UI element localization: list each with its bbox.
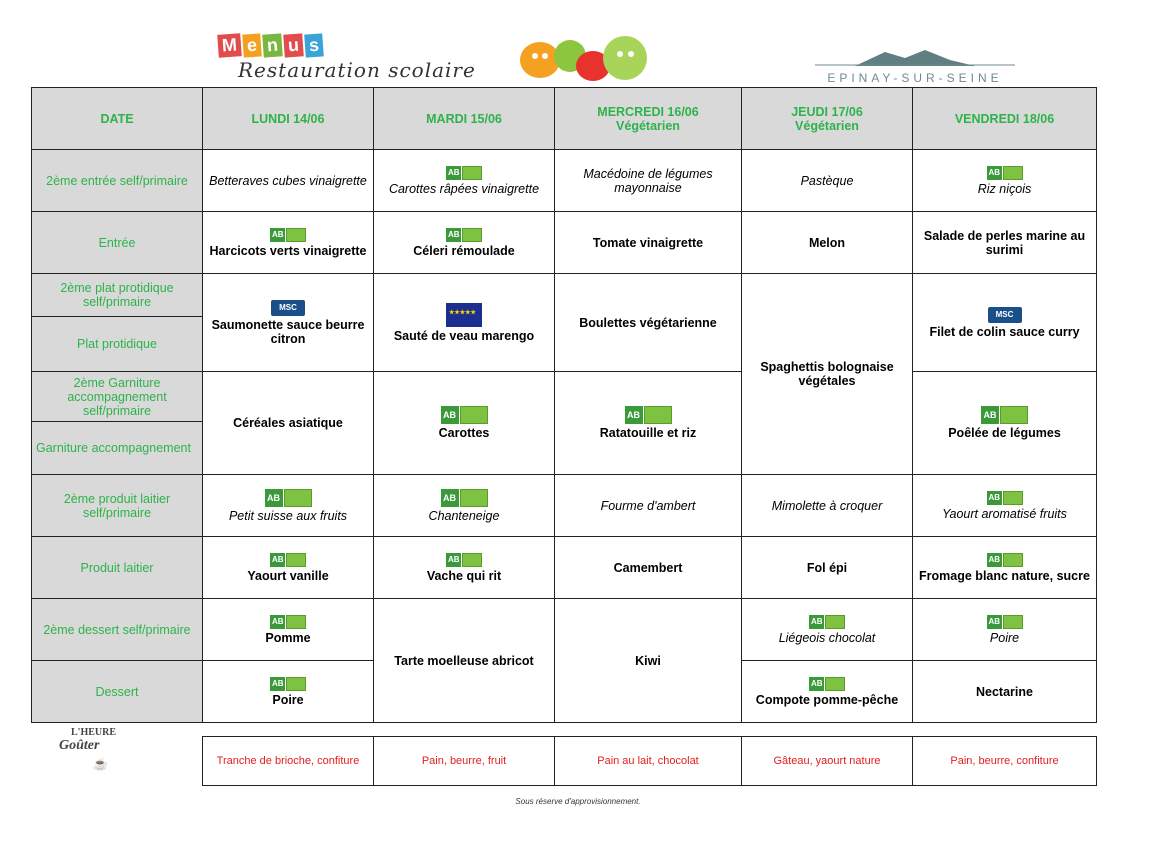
organic-label-icon: AB (378, 406, 550, 424)
gouter-logo (57, 727, 139, 773)
dish-name: Yaourt vanille (247, 568, 329, 583)
menu-cell: Macédoine de légumes mayonnaise (555, 150, 742, 212)
city-name: EPINAY-SUR-SEINE (827, 71, 1003, 85)
subtitle: Restauration scolaire (238, 58, 476, 82)
row-label: 2ème dessert self/primaire (32, 599, 203, 661)
organic-label-icon: AB (378, 166, 550, 180)
dish-name: Sauté de veau marengo (393, 328, 535, 343)
menu-table (31, 87, 1097, 723)
menu-cell (742, 661, 913, 723)
gouter-row (203, 737, 1097, 786)
menu-cell (374, 537, 555, 599)
logo-letter: s (304, 33, 324, 57)
organic-label-icon: AB (746, 615, 908, 629)
organic-label-icon: AB (746, 677, 908, 691)
day-header (203, 88, 374, 150)
menu-cell (203, 274, 374, 372)
row-label: Dessert (32, 661, 203, 723)
row-label: Produit laitier (32, 537, 203, 599)
day-label: VENDREDI 18/06 (954, 111, 1055, 126)
table-row (32, 372, 1097, 422)
menu-cell (742, 599, 913, 661)
epinay-logo (814, 48, 1016, 85)
dish-name: Saumonette sauce beurre citron (211, 317, 365, 346)
menu-cell: Mimolette à croquer (742, 475, 913, 537)
dish-name: Liégeois chocolat (778, 630, 876, 645)
menu-cell: Tomate vinaigrette (555, 212, 742, 274)
menu-cell (913, 372, 1097, 475)
date-header: DATE (32, 88, 203, 150)
day-label: MERCREDI 16/06 (597, 104, 699, 119)
logo-letter: u (283, 33, 304, 57)
organic-label-icon: AB (559, 406, 737, 424)
gouter-logo-line1: L'HEURE (71, 727, 117, 738)
menu-cell (203, 212, 374, 274)
table-row (32, 274, 1097, 317)
menu-cell: Salade de perles marine au surimi (913, 212, 1097, 274)
menu-cell (913, 274, 1097, 372)
day-label: MARDI 15/06 (426, 111, 502, 126)
menu-cell (203, 475, 374, 537)
organic-label-icon: AB (207, 553, 369, 567)
gouter-cell: Pain au lait, chocolat (555, 737, 742, 786)
day-label: LUNDI 14/06 (251, 111, 325, 126)
dish-name: Poire (989, 630, 1020, 645)
row-label: 2ème produit laitier self/primaire (32, 475, 203, 537)
table-row (32, 537, 1097, 599)
organic-label-icon: AB (378, 228, 550, 242)
organic-label-icon: AB (917, 553, 1092, 567)
table-row (32, 599, 1097, 661)
row-label: Garniture accompagnement (32, 422, 203, 475)
dish-name: Yaourt aromatisé fruits (942, 506, 1067, 521)
menu-cell (913, 475, 1097, 537)
menu-cell (913, 537, 1097, 599)
menu-cell: Melon (742, 212, 913, 274)
dish-name: Fromage blanc nature, sucre (919, 568, 1090, 583)
page-header (0, 0, 1156, 88)
day-header (374, 88, 555, 150)
organic-label-icon: AB (378, 553, 550, 567)
menus-logo (218, 34, 323, 57)
gouter-cell: Tranche de brioche, confiture (203, 737, 374, 786)
menu-cell: Céréales asiatique (203, 372, 374, 475)
day-header (555, 88, 742, 150)
menu-cell (374, 274, 555, 372)
dish-name: Carottes (438, 426, 490, 440)
msc-label-icon: MSC (207, 300, 369, 316)
dish-name: Chanteneige (428, 508, 500, 523)
dish-name: Riz niçois (977, 181, 1032, 196)
gouter-cell: Pain, beurre, confiture (913, 737, 1097, 786)
vegetarian-label: Végétarien (795, 118, 859, 133)
table-header-row (32, 88, 1097, 150)
dish-name: Filet de colin sauce curry (929, 324, 1080, 339)
organic-label-icon: AB (378, 489, 550, 507)
row-label: 2ème Garniture accompagnement self/primaire (32, 372, 203, 422)
logo-letter: e (242, 33, 262, 57)
menu-cell: Spaghettis bolognaise végétales (742, 274, 913, 475)
organic-label-icon: AB (917, 166, 1092, 180)
table-row (32, 212, 1097, 274)
gouter-logo-line2: Goûter (59, 738, 100, 753)
dish-name: Ratatouille et riz (599, 426, 697, 440)
day-header (913, 88, 1097, 150)
gouter-cell: Pain, beurre, fruit (374, 737, 555, 786)
dish-name: Petit suisse aux fruits (228, 508, 348, 523)
dish-name: Carottes râpées vinaigrette (388, 181, 540, 196)
row-label: 2ème entrée self/primaire (32, 150, 203, 212)
menu-cell (913, 150, 1097, 212)
dish-name: Poêlée de légumes (948, 426, 1061, 440)
menu-cell (203, 599, 374, 661)
vegetarian-label: Végétarien (616, 118, 680, 133)
menu-cell (374, 475, 555, 537)
dish-name: Poire (272, 692, 304, 707)
cup-icon: ☕ (93, 757, 108, 771)
row-label: Entrée (32, 212, 203, 274)
menu-cell (555, 372, 742, 475)
organic-label-icon: AB (917, 491, 1092, 505)
dish-name: Pomme (265, 630, 311, 645)
menu-cell (374, 150, 555, 212)
gouter-table (202, 736, 1097, 786)
organic-label-icon: AB (207, 228, 369, 242)
day-label: JEUDI 17/06 (791, 104, 863, 119)
row-label: Plat protidique (32, 317, 203, 372)
mountain-icon (815, 48, 1015, 66)
table-row (32, 150, 1097, 212)
row-label: 2ème plat protidique self/primaire (32, 274, 203, 317)
menu-cell: Camembert (555, 537, 742, 599)
day-header (742, 88, 913, 150)
organic-label-icon: AB (917, 615, 1092, 629)
eu-flag-icon (378, 303, 550, 327)
msc-label-icon: MSC (917, 307, 1092, 323)
dish-name: Céleri rémoulade (413, 243, 515, 258)
fruits-illustration (515, 28, 655, 84)
menu-cell: Tarte moelleuse abricot (374, 599, 555, 723)
menu-cell (913, 599, 1097, 661)
logo-letter: M (217, 33, 242, 58)
menu-cell (203, 661, 374, 723)
table-row (32, 475, 1097, 537)
dish-name: Vache qui rit (426, 568, 502, 583)
dish-name: Harcicots verts vinaigrette (209, 243, 367, 258)
menu-cell: Fourme d'ambert (555, 475, 742, 537)
menu-cell (374, 372, 555, 475)
gouter-cell: Gâteau, yaourt nature (742, 737, 913, 786)
supply-note: Sous réserve d'approvisionnement. (515, 797, 641, 806)
organic-label-icon: AB (207, 677, 369, 691)
menu-cell: Boulettes végétarienne (555, 274, 742, 372)
menu-cell (203, 537, 374, 599)
logo-letter: n (262, 33, 283, 57)
organic-label-icon: AB (207, 615, 369, 629)
menu-cell: Pastèque (742, 150, 913, 212)
dish-name: Compote pomme-pêche (755, 692, 899, 707)
menu-cell: Fol épi (742, 537, 913, 599)
menu-cell (374, 212, 555, 274)
menu-cell: Betteraves cubes vinaigrette (203, 150, 374, 212)
menu-cell: Nectarine (913, 661, 1097, 723)
menu-cell: Kiwi (555, 599, 742, 723)
organic-label-icon: AB (207, 489, 369, 507)
organic-label-icon: AB (917, 406, 1092, 424)
